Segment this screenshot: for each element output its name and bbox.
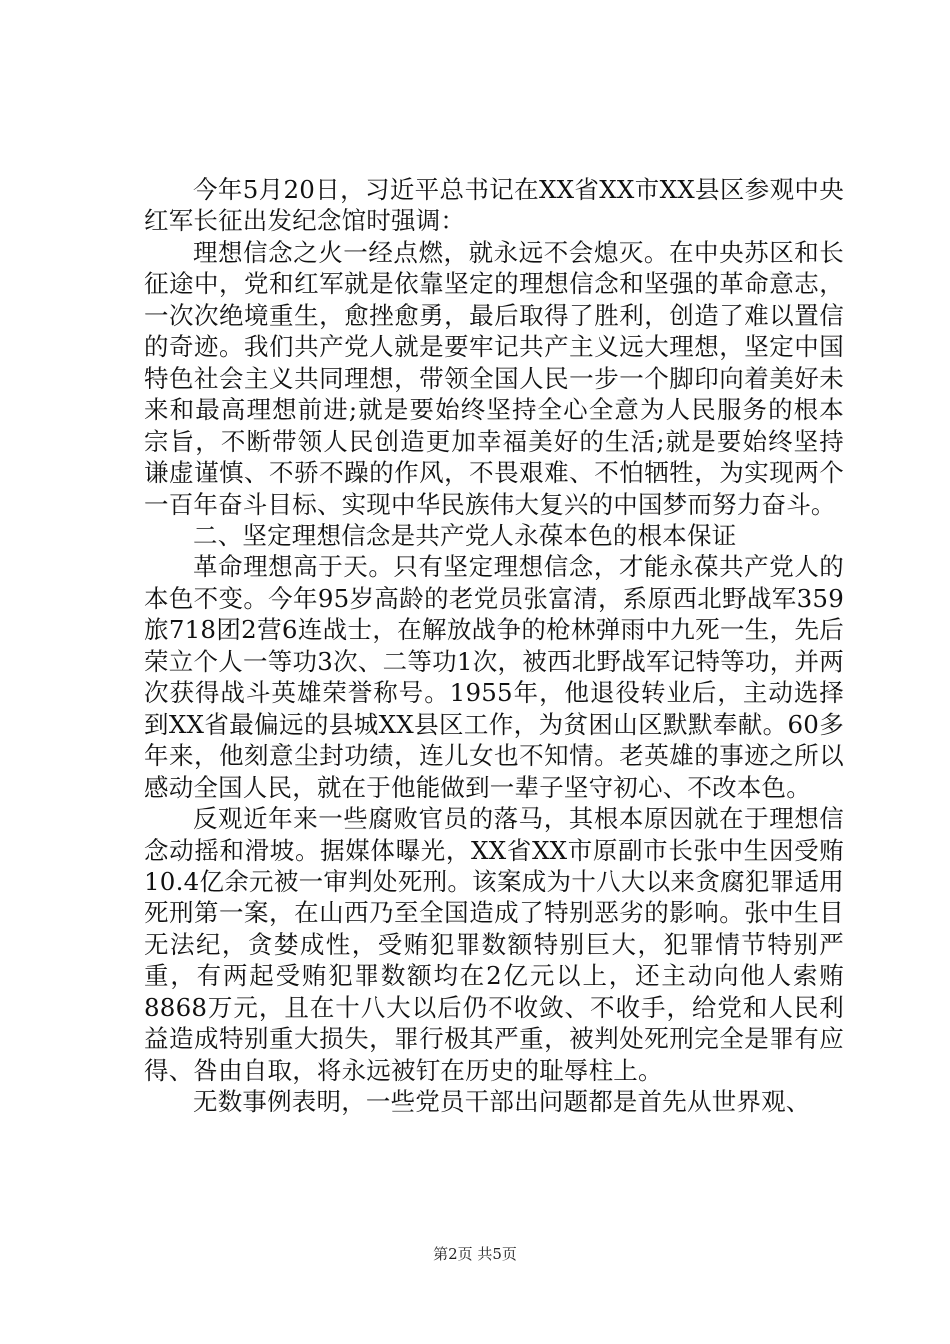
paragraph-contrast: 反观近年来一些腐败官员的落马，其根本原因就在于理想信念动摇和滑坡。据媒体曝光，XX省XX市原副市长张中生因受贿10.4亿余元被一审判处死刑。该案成为十八大以来贪腐犯罪适用死刑第一案，在山西乃至全国造成了特别恶劣的影响。张中生目无法纪，贪婪成性，受贿犯罪数额特别巨大，犯罪情节特别严重，有两起受贿犯罪数额均在2亿元以上，还主动向他人索贿8868万元，且在十八大以后仍不收敛、不收手，给党和人民利益造成特别重大损失，罪行极其严重，被判处死刑完全是罪有应得、咎由自取，将永远被钉在历史的耻辱柱上。 bbox=[144, 804, 844, 1085]
paragraph-conclusion: 无数事例表明，一些党员干部出问题都是首先从世界观、 bbox=[193, 1087, 811, 1117]
paragraph-quote: 理想信念之火一经点燃，就永远不会熄灭。在中央苏区和长征途中，党和红军就是依靠坚定的理想信念和坚强的革命意志，一次次绝境重生，愈挫愈勇，最后取得了胜利，创造了难以置信的奇迹。我们共产党人就是要牢记共产主义远大理想，坚定中国特色社会主义共同理想，带领全国人民一步一个脚印向着美好未来和最高理想前进;就是要始终坚持全心全意为人民服务的根本宗旨，不断带领人民创造更加幸福美好的生活;就是要始终坚持谦虚谨慎、不骄不躁的作风，不畏艰难、不怕牺牲，为实现两个一百年奋斗目标、实现中华民族伟大复兴的中国梦而努力奋斗。 bbox=[144, 237, 844, 519]
page-footer: 第2页 共5页 bbox=[433, 1245, 517, 1263]
section-heading: 二、坚定理想信念是共产党人永葆本色的根本保证 bbox=[193, 520, 737, 550]
paragraph-example: 革命理想高于天。只有坚定理想信念，才能永葆共产党人的本色不变。今年95岁高龄的老党员张富清，系原西北野战军359旅718团2营6连战士，在解放战争的枪林弹雨中九死一生，先后荣立个人一等功3次、二等功1次，被西北野战军记特等功，并两次获得战斗英雄荣誉称号。1955年，他退役转业后，主动选择到XX省最偏远的县城XX县区工作，为贫困山区默默奉献。60多年来，他刻意尘封功绩，连儿女也不知情。老英雄的事迹之所以感动全国人民，就在于他能做到一辈子坚守初心、不改本色。 bbox=[144, 552, 844, 802]
document-body bbox=[144, 174, 844, 1118]
paragraph-intro: 今年5月20日，习近平总书记在XX省XX市XX县区参观中央红军长征出发纪念馆时强调： bbox=[144, 175, 844, 236]
